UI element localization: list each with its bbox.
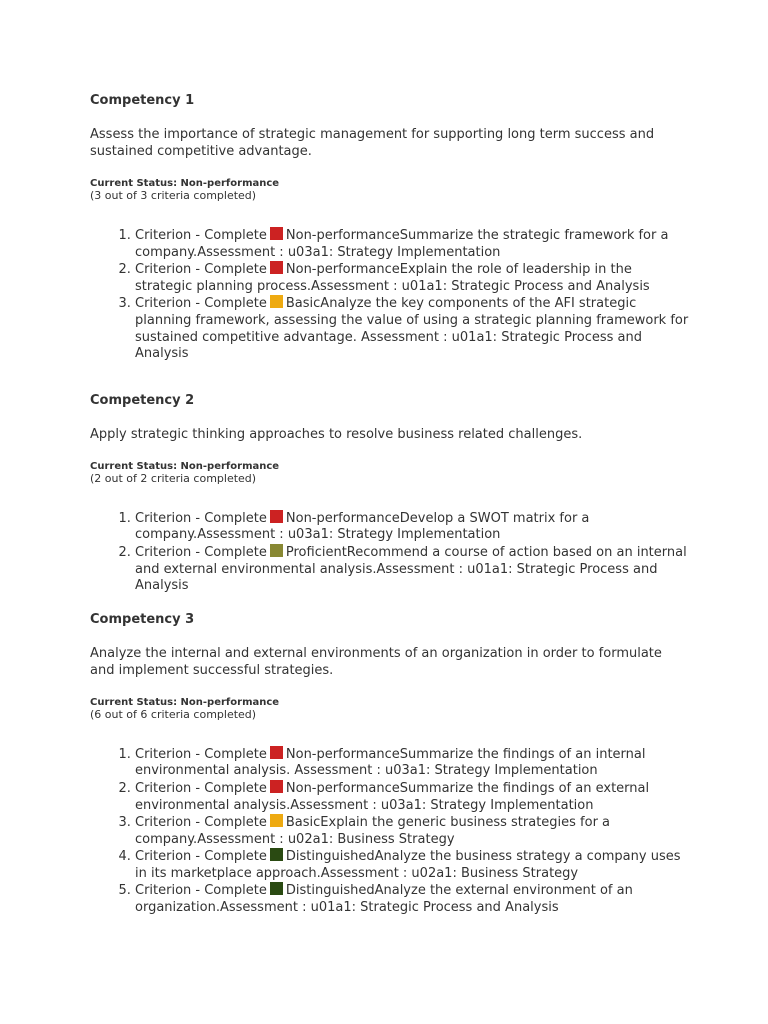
distinguished-swatch — [270, 882, 283, 895]
criterion-text: Non-performanceSummarize the strategic framework for a company.Assessment : u03a1: Strategy Implementation — [135, 228, 669, 260]
criteria-list — [90, 227, 690, 363]
current-status: Current Status: Non-performance — [90, 696, 280, 708]
criterion-item — [135, 882, 690, 916]
criterion-text: Non-performanceSummarize the findings of an external environmental analysis.Assessment : u03a1: Strategy Implementation — [135, 780, 650, 813]
competency-description: Analyze the internal and external environments of an organization in order to formulate and implement successful strategies. — [90, 645, 662, 678]
criteria-list — [90, 746, 690, 917]
competency-3 — [90, 611, 690, 917]
current-status: Current Status: Non-performance — [90, 460, 280, 472]
criterion-item — [135, 510, 690, 544]
criteria-completed-count: (6 out of 6 criteria completed) — [90, 707, 257, 721]
criterion-prefix: Criterion - Complete — [135, 510, 267, 526]
criterion-item — [135, 261, 690, 295]
criterion-text: BasicExplain the generic business strategies for a company.Assessment : u02a1: Business Strategy — [135, 815, 611, 847]
basic-swatch — [270, 814, 283, 827]
criterion-text: DistinguishedAnalyze the business strategy a company uses in its marketplace approach.Assessment : u02a1: Business Strategy — [135, 849, 681, 881]
criteria-list — [90, 510, 690, 595]
criterion-text: BasicAnalyze the key components of the AFI strategic planning framework, assessing the value of using a strategic planning framework for sustained competitive advantage. Assessment : u01a1: Strategic Process and Analysis — [135, 296, 689, 362]
criterion-item — [135, 295, 690, 362]
non-performance-swatch — [270, 746, 283, 759]
basic-swatch — [270, 295, 283, 308]
current-status: Current Status: Non-performance — [90, 178, 280, 189]
criterion-prefix: Criterion - Complete — [135, 849, 267, 865]
criterion-prefix: Criterion - Complete — [135, 228, 267, 243]
criteria-completed-count: (3 out of 3 criteria completed) — [90, 189, 257, 202]
criterion-text: ProficientRecommend a course of action based on an internal and external environmental analysis.Assessment : u01a1: Strategic Process and Analysis — [135, 544, 687, 594]
criterion-prefix: Criterion - Complete — [135, 780, 267, 796]
criterion-text: Non-performanceSummarize the findings of an internal environmental analysis. Assessment : u03a1: Strategy Implementation — [135, 746, 646, 779]
competency-title: Competency 1 — [90, 93, 195, 108]
non-performance-swatch — [270, 261, 283, 274]
status-block — [90, 461, 690, 485]
proficient-swatch — [270, 544, 283, 557]
criteria-completed-count: (2 out of 2 criteria completed) — [90, 471, 257, 485]
competency-1 — [90, 92, 690, 363]
criterion-item — [135, 746, 690, 780]
competency-title: Competency 2 — [90, 392, 195, 408]
criterion-text: Non-performanceDevelop a SWOT matrix for a company.Assessment : u03a1: Strategy Implementation — [135, 510, 590, 543]
criterion-prefix: Criterion - Complete — [135, 883, 267, 899]
non-performance-swatch — [270, 510, 283, 523]
document-body — [90, 92, 690, 917]
non-performance-swatch — [270, 227, 283, 240]
criterion-prefix: Criterion - Complete — [135, 746, 267, 762]
criterion-prefix: Criterion - Complete — [135, 296, 267, 312]
criterion-text: DistinguishedAnalyze the external environment of an organization.Assessment : u01a1: Strategic Process and Analysis — [135, 883, 633, 916]
non-performance-swatch — [270, 780, 283, 793]
competency-2 — [90, 392, 690, 595]
competency-title: Competency 3 — [90, 611, 195, 627]
competency-description: Apply strategic thinking approaches to resolve business related challenges. — [90, 426, 583, 442]
criterion-item — [135, 544, 690, 595]
status-block — [90, 697, 690, 721]
competency-description: Assess the importance of strategic management for supporting long term success and sustained competitive advantage. — [90, 127, 655, 159]
criterion-item — [135, 848, 690, 882]
criterion-item — [135, 227, 690, 261]
criterion-prefix: Criterion - Complete — [135, 262, 267, 278]
status-block — [90, 178, 690, 202]
distinguished-swatch — [270, 848, 283, 861]
criterion-item — [135, 780, 690, 814]
criterion-prefix: Criterion - Complete — [135, 544, 267, 560]
criterion-item — [135, 814, 690, 848]
criterion-text: Non-performanceExplain the role of leadership in the strategic planning process.Assessment : u01a1: Strategic Process and Analysis — [135, 262, 650, 294]
criterion-prefix: Criterion - Complete — [135, 815, 267, 831]
